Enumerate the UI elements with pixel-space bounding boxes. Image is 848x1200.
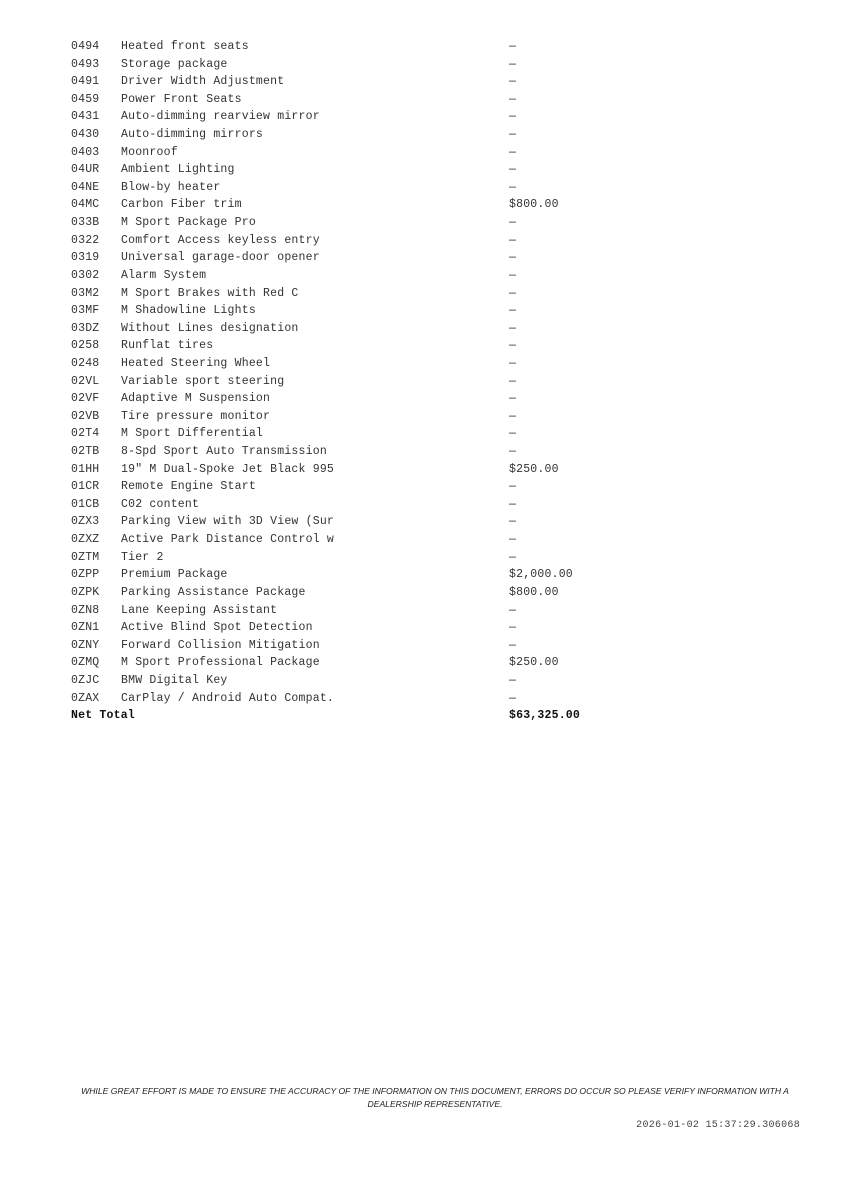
option-code: 0ZPP bbox=[71, 568, 100, 582]
option-description: Ambient Lighting bbox=[121, 163, 235, 177]
option-description: Universal garage-door opener bbox=[121, 251, 320, 265]
print-timestamp: 2026-01-02 15:37:29.306068 bbox=[636, 1120, 800, 1131]
option-price: — bbox=[509, 75, 517, 89]
option-description: M Shadowline Lights bbox=[121, 304, 256, 318]
option-row bbox=[71, 355, 580, 373]
net-total-value: $63,325.00 bbox=[509, 709, 581, 723]
option-row bbox=[71, 232, 580, 250]
option-row bbox=[71, 337, 580, 355]
option-row bbox=[71, 73, 580, 91]
option-row bbox=[71, 443, 580, 461]
option-code: 0ZNY bbox=[71, 638, 100, 652]
option-description: Driver Width Adjustment bbox=[121, 75, 285, 89]
option-price: — bbox=[509, 356, 517, 370]
option-price: — bbox=[509, 497, 517, 511]
option-code: 0ZXZ bbox=[71, 533, 100, 547]
option-description: Storage package bbox=[121, 57, 228, 71]
option-price: — bbox=[509, 339, 517, 353]
option-description: Remote Engine Start bbox=[121, 480, 256, 494]
option-code: 04NE bbox=[71, 180, 100, 194]
option-row bbox=[71, 91, 580, 109]
option-code: 0248 bbox=[71, 356, 100, 370]
option-price: — bbox=[509, 286, 517, 300]
option-code: 0491 bbox=[71, 75, 100, 89]
option-code: 0ZN1 bbox=[71, 621, 100, 635]
option-description: 8-Spd Sport Auto Transmission bbox=[121, 445, 327, 459]
option-description: M Sport Package Pro bbox=[121, 216, 256, 230]
option-price: $250.00 bbox=[509, 462, 559, 476]
option-description: Auto-dimming mirrors bbox=[121, 128, 264, 142]
option-price: — bbox=[509, 638, 517, 652]
option-price: $2,000.00 bbox=[509, 568, 573, 582]
disclaimer-text: WHILE GREAT EFFORT IS MADE TO ENSURE THE ACCURACY OF THE INFORMATION ON THIS DOCUMENT, ERRORS DO OCCUR SO PLEASE VERIFY INFORMATION WITH A DEALERSHIP REPRESENTATIVE. bbox=[81, 1086, 789, 1109]
option-description: Adaptive M Suspension bbox=[121, 392, 271, 406]
option-code: 02TB bbox=[71, 445, 100, 459]
option-code: 0319 bbox=[71, 251, 100, 265]
option-price: — bbox=[509, 216, 517, 230]
option-row bbox=[71, 390, 580, 408]
option-code: 0ZMQ bbox=[71, 656, 100, 670]
option-price: — bbox=[509, 374, 517, 388]
option-code: 0ZAX bbox=[71, 691, 100, 705]
option-code: 0ZJC bbox=[71, 673, 100, 687]
option-description: Active Blind Spot Detection bbox=[121, 621, 313, 635]
option-description: Auto-dimming rearview mirror bbox=[121, 110, 320, 124]
option-description: Runflat tires bbox=[121, 339, 214, 353]
option-row bbox=[71, 654, 580, 672]
option-code: 0431 bbox=[71, 110, 100, 124]
option-description: Blow-by heater bbox=[121, 180, 221, 194]
option-description: Variable sport steering bbox=[121, 374, 285, 388]
option-code: 0ZPK bbox=[71, 585, 100, 599]
option-description: Heated Steering Wheel bbox=[121, 356, 271, 370]
option-row bbox=[71, 408, 580, 426]
option-row bbox=[71, 373, 580, 391]
option-description: Without Lines designation bbox=[121, 321, 299, 335]
option-description: M Sport Brakes with Red C bbox=[121, 286, 299, 300]
option-price: — bbox=[509, 691, 517, 705]
option-description: Carbon Fiber trim bbox=[121, 198, 242, 212]
option-code: 0322 bbox=[71, 233, 100, 247]
option-description: Alarm System bbox=[121, 268, 207, 282]
options-table bbox=[71, 38, 580, 725]
option-description: 19" M Dual-Spoke Jet Black 995 bbox=[121, 462, 335, 476]
option-code: 04UR bbox=[71, 163, 100, 177]
option-description: Moonroof bbox=[121, 145, 178, 159]
option-price: $250.00 bbox=[509, 656, 559, 670]
option-code: 0302 bbox=[71, 268, 100, 282]
option-description: Active Park Distance Control w bbox=[121, 533, 335, 547]
option-row bbox=[71, 566, 580, 584]
option-description: Tire pressure monitor bbox=[121, 409, 271, 423]
option-price: — bbox=[509, 180, 517, 194]
option-description: Parking View with 3D View (Sur bbox=[121, 515, 335, 529]
option-description: Tier 2 bbox=[121, 550, 164, 564]
option-row bbox=[71, 249, 580, 267]
option-row bbox=[71, 214, 580, 232]
option-description: M Sport Professional Package bbox=[121, 656, 320, 670]
option-row bbox=[71, 425, 580, 443]
option-price: — bbox=[509, 621, 517, 635]
option-price: — bbox=[509, 268, 517, 282]
option-price: — bbox=[509, 92, 517, 106]
option-description: M Sport Differential bbox=[121, 427, 264, 441]
option-row bbox=[71, 619, 580, 637]
option-row bbox=[71, 672, 580, 690]
option-price: — bbox=[509, 57, 517, 71]
option-price: — bbox=[509, 233, 517, 247]
option-row bbox=[71, 161, 580, 179]
option-code: 02VL bbox=[71, 374, 100, 388]
option-code: 0430 bbox=[71, 128, 100, 142]
option-price: — bbox=[509, 163, 517, 177]
option-code: 0493 bbox=[71, 57, 100, 71]
option-price: — bbox=[509, 533, 517, 547]
option-code: 0ZTM bbox=[71, 550, 100, 564]
option-price: $800.00 bbox=[509, 585, 559, 599]
option-code: 03DZ bbox=[71, 321, 100, 335]
option-price: — bbox=[509, 392, 517, 406]
option-row bbox=[71, 478, 580, 496]
net-total-label: Net Total bbox=[71, 709, 135, 723]
option-description: Heated front seats bbox=[121, 40, 249, 53]
option-code: 01CR bbox=[71, 480, 100, 494]
option-code: 03MF bbox=[71, 304, 100, 318]
option-description: C02 content bbox=[121, 497, 200, 511]
option-code: 0459 bbox=[71, 92, 100, 106]
option-code: 04MC bbox=[71, 198, 100, 212]
option-price: $800.00 bbox=[509, 198, 559, 212]
option-row bbox=[71, 496, 580, 514]
option-description: Forward Collision Mitigation bbox=[121, 638, 320, 652]
option-row bbox=[71, 108, 580, 126]
option-code: 02T4 bbox=[71, 427, 100, 441]
option-code: 01CB bbox=[71, 497, 100, 511]
option-description: BMW Digital Key bbox=[121, 673, 228, 687]
option-row bbox=[71, 267, 580, 285]
option-description: Comfort Access keyless entry bbox=[121, 233, 320, 247]
option-price: — bbox=[509, 110, 517, 124]
option-description: Lane Keeping Assistant bbox=[121, 603, 278, 617]
option-price: — bbox=[509, 550, 517, 564]
option-row bbox=[71, 690, 580, 708]
option-code: 0403 bbox=[71, 145, 100, 159]
option-price: — bbox=[509, 603, 517, 617]
option-row bbox=[71, 196, 580, 214]
option-code: 033B bbox=[71, 216, 100, 230]
options-rows bbox=[71, 38, 580, 707]
option-row bbox=[71, 513, 580, 531]
option-row bbox=[71, 56, 580, 74]
option-row bbox=[71, 126, 580, 144]
option-code: 0ZN8 bbox=[71, 603, 100, 617]
option-row bbox=[71, 584, 580, 602]
option-price: — bbox=[509, 673, 517, 687]
net-total-row bbox=[71, 707, 580, 725]
option-price: — bbox=[509, 409, 517, 423]
option-price: — bbox=[509, 515, 517, 529]
option-price: — bbox=[509, 40, 517, 53]
option-row bbox=[71, 179, 580, 197]
option-description: Premium Package bbox=[121, 568, 228, 582]
option-row bbox=[71, 637, 580, 655]
option-row bbox=[71, 461, 580, 479]
option-price: — bbox=[509, 251, 517, 265]
option-code: 01HH bbox=[71, 462, 100, 476]
option-price: — bbox=[509, 480, 517, 494]
option-price: — bbox=[509, 145, 517, 159]
option-code: 02VF bbox=[71, 392, 100, 406]
option-row bbox=[71, 320, 580, 338]
option-row bbox=[71, 602, 580, 620]
option-description: Parking Assistance Package bbox=[121, 585, 306, 599]
option-code: 0ZX3 bbox=[71, 515, 100, 529]
option-code: 03M2 bbox=[71, 286, 100, 300]
option-price: — bbox=[509, 321, 517, 335]
option-price: — bbox=[509, 128, 517, 142]
option-row bbox=[71, 549, 580, 567]
option-row bbox=[71, 285, 580, 303]
option-row bbox=[71, 38, 580, 56]
option-description: Power Front Seats bbox=[121, 92, 242, 106]
option-price: — bbox=[509, 445, 517, 459]
option-code: 0258 bbox=[71, 339, 100, 353]
option-code: 02VB bbox=[71, 409, 100, 423]
option-code: 0494 bbox=[71, 40, 100, 53]
option-row bbox=[71, 302, 580, 320]
option-description: CarPlay / Android Auto Compat. bbox=[121, 691, 335, 705]
option-price: — bbox=[509, 304, 517, 318]
option-price: — bbox=[509, 427, 517, 441]
option-row bbox=[71, 144, 580, 162]
option-row bbox=[71, 531, 580, 549]
